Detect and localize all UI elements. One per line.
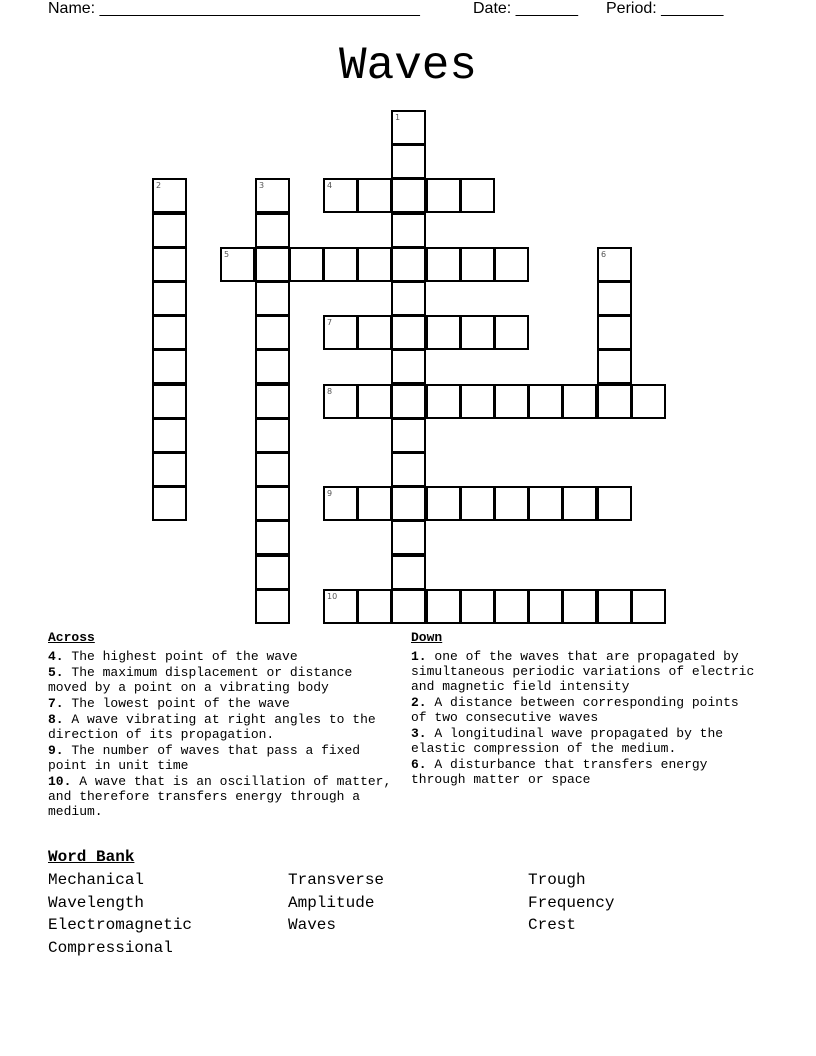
crossword-cell[interactable] xyxy=(255,315,290,350)
clue-number: 6. xyxy=(411,757,427,772)
crossword-cell[interactable] xyxy=(152,349,187,384)
crossword-cell[interactable] xyxy=(597,486,632,521)
crossword-cell[interactable] xyxy=(460,178,495,213)
crossword-cell[interactable] xyxy=(255,281,290,316)
clue-text: The maximum displacement or distance moved by a point on a vibrating body xyxy=(48,665,353,695)
clue-number-label: 9 xyxy=(327,489,333,498)
crossword-cell[interactable] xyxy=(494,589,529,624)
crossword-cell[interactable] xyxy=(426,486,461,521)
crossword-cell[interactable] xyxy=(357,247,392,282)
crossword-cell[interactable] xyxy=(152,486,187,521)
word-bank-word: Trough xyxy=(528,871,586,889)
crossword-cell[interactable] xyxy=(323,486,358,521)
down-clue-6 xyxy=(411,757,761,787)
crossword-cell[interactable] xyxy=(255,178,290,213)
crossword-cell[interactable] xyxy=(494,247,529,282)
word-bank-column-3 xyxy=(528,869,614,937)
crossword-cell[interactable] xyxy=(426,315,461,350)
clue-number: 7. xyxy=(48,696,64,711)
across-heading: Across xyxy=(48,630,95,645)
crossword-cell[interactable] xyxy=(391,178,426,213)
clue-text: one of the waves that are propagated by simultaneous periodic variations of electric and magnetic field intensity xyxy=(411,649,755,694)
clue-text: The highest point of the wave xyxy=(71,649,298,664)
across-clue-4 xyxy=(48,649,398,664)
crossword-cell[interactable] xyxy=(255,589,290,624)
word-bank-word: Waves xyxy=(288,916,337,935)
across-clue-9 xyxy=(48,743,398,773)
down-heading: Down xyxy=(411,630,443,645)
clue-number-label: 10 xyxy=(327,592,338,601)
crossword-cell[interactable] xyxy=(357,589,392,624)
word-bank-word: Electromagnetic xyxy=(48,916,193,935)
crossword-cell[interactable] xyxy=(152,178,187,213)
clue-number: 8. xyxy=(48,712,64,727)
crossword-cell[interactable] xyxy=(391,418,426,453)
across-clues xyxy=(48,630,398,820)
word-bank-word: Transverse xyxy=(288,871,385,889)
down-clue-3 xyxy=(411,726,761,756)
crossword-cell[interactable] xyxy=(357,315,392,350)
crossword-cell[interactable] xyxy=(494,486,529,521)
word-bank-word: Wavelength xyxy=(48,893,145,912)
clue-number-label: 5 xyxy=(224,250,230,259)
crossword-cell[interactable] xyxy=(426,247,461,282)
clue-number: 3. xyxy=(411,726,427,741)
word-bank-column-1 xyxy=(48,869,192,960)
crossword-cell[interactable] xyxy=(597,247,632,282)
crossword-cell[interactable] xyxy=(460,247,495,282)
crossword-cell[interactable] xyxy=(323,178,358,213)
crossword-cell[interactable] xyxy=(255,555,290,590)
crossword-cell[interactable] xyxy=(426,384,461,419)
period-field[interactable]: Period: _______ xyxy=(606,0,724,17)
crossword-cell[interactable] xyxy=(391,555,426,590)
crossword-cell[interactable] xyxy=(460,486,495,521)
clue-number-label: 2 xyxy=(156,181,162,190)
crossword-cell[interactable] xyxy=(323,247,358,282)
crossword-cell[interactable] xyxy=(391,213,426,248)
crossword-cell[interactable] xyxy=(152,213,187,248)
across-clue-5 xyxy=(48,665,398,695)
down-clues xyxy=(411,630,761,788)
crossword-cell[interactable] xyxy=(597,281,632,316)
clue-number: 5. xyxy=(48,665,64,680)
crossword-cell[interactable] xyxy=(494,315,529,350)
clue-number-label: 7 xyxy=(327,318,333,327)
word-bank-word: Compressional xyxy=(48,939,173,958)
crossword-cell[interactable] xyxy=(255,520,290,555)
crossword-cell[interactable] xyxy=(152,452,187,487)
crossword-cell[interactable] xyxy=(391,110,426,145)
crossword-cell[interactable] xyxy=(597,349,632,384)
crossword-cell[interactable] xyxy=(460,589,495,624)
clue-number: 10. xyxy=(48,774,72,789)
clue-text: A wave that is an oscillation of matter, and therefore transfers energy through a medium. xyxy=(48,774,392,819)
crossword-cell[interactable] xyxy=(391,384,426,419)
clue-number-label: 8 xyxy=(327,387,333,396)
crossword-cell[interactable] xyxy=(597,384,632,419)
crossword-cell[interactable] xyxy=(597,589,632,624)
crossword-cell[interactable] xyxy=(460,315,495,350)
word-bank-column-2 xyxy=(288,869,384,937)
word-bank-word: Crest xyxy=(528,916,577,935)
puzzle-title: Waves xyxy=(338,40,478,92)
clue-number-label: 3 xyxy=(259,181,265,190)
across-clue-7 xyxy=(48,696,398,711)
crossword-cell[interactable] xyxy=(323,384,358,419)
crossword-cell[interactable] xyxy=(357,486,392,521)
down-clue-1 xyxy=(411,649,761,694)
crossword-cell[interactable] xyxy=(562,384,597,419)
crossword-cell[interactable] xyxy=(391,315,426,350)
crossword-cell[interactable] xyxy=(391,486,426,521)
crossword-cell[interactable] xyxy=(562,589,597,624)
crossword-cell[interactable] xyxy=(152,281,187,316)
word-bank-title: Word Bank xyxy=(48,848,135,866)
clue-text: The number of waves that pass a fixed point in unit time xyxy=(48,743,361,773)
clue-number: 1. xyxy=(411,649,427,664)
crossword-cell[interactable] xyxy=(323,315,358,350)
clue-number-label: 1 xyxy=(395,113,401,122)
clue-number: 2. xyxy=(411,695,427,710)
crossword-cell[interactable] xyxy=(528,384,563,419)
clue-text: A longitudinal wave propagated by the elastic compression of the medium. xyxy=(411,726,724,756)
across-clue-10 xyxy=(48,774,398,819)
crossword-cell[interactable] xyxy=(323,589,358,624)
clue-number-label: 4 xyxy=(327,181,333,190)
crossword-cell[interactable] xyxy=(255,213,290,248)
crossword-cell[interactable] xyxy=(494,384,529,419)
crossword-cell[interactable] xyxy=(528,486,563,521)
crossword-cell[interactable] xyxy=(152,418,187,453)
crossword-cell[interactable] xyxy=(289,247,324,282)
word-bank-word: Frequency xyxy=(528,893,615,912)
crossword-cell[interactable] xyxy=(255,486,290,521)
crossword-cell[interactable] xyxy=(152,384,187,419)
crossword-cell[interactable] xyxy=(255,384,290,419)
crossword-cell[interactable] xyxy=(255,418,290,453)
crossword-cell[interactable] xyxy=(391,520,426,555)
crossword-cell[interactable] xyxy=(426,178,461,213)
crossword-cell[interactable] xyxy=(255,247,290,282)
crossword-cell[interactable] xyxy=(220,247,255,282)
crossword-cell[interactable] xyxy=(255,452,290,487)
crossword-cell[interactable] xyxy=(460,384,495,419)
crossword-cell[interactable] xyxy=(391,452,426,487)
crossword-cell[interactable] xyxy=(391,247,426,282)
across-clue-8 xyxy=(48,712,398,742)
crossword-cell[interactable] xyxy=(528,589,563,624)
clue-number-label: 6 xyxy=(601,250,607,259)
crossword-cell[interactable] xyxy=(391,144,426,179)
clue-text: A wave vibrating at right angles to the direction of its propagation. xyxy=(48,712,376,742)
crossword-cell[interactable] xyxy=(391,589,426,624)
clue-text: A disturbance that transfers energy through matter or space xyxy=(411,757,708,787)
word-bank-word: Amplitude xyxy=(288,893,375,912)
clue-text: The lowest point of the wave xyxy=(71,696,290,711)
crossword-cell[interactable] xyxy=(152,315,187,350)
name-field[interactable]: Name: ____________________________________ xyxy=(48,0,420,17)
crossword-cell[interactable] xyxy=(357,178,392,213)
crossword-cell[interactable] xyxy=(152,247,187,282)
word-bank-word: Mechanical xyxy=(48,871,145,889)
down-clue-2 xyxy=(411,695,761,725)
clue-number: 9. xyxy=(48,743,64,758)
date-field[interactable]: Date: _______ xyxy=(473,0,578,17)
crossword-cell[interactable] xyxy=(255,349,290,384)
crossword-cell[interactable] xyxy=(426,589,461,624)
crossword-cell[interactable] xyxy=(357,384,392,419)
crossword-cell[interactable] xyxy=(391,281,426,316)
crossword-cell[interactable] xyxy=(597,315,632,350)
crossword-cell[interactable] xyxy=(391,349,426,384)
crossword-cell[interactable] xyxy=(562,486,597,521)
clue-number: 4. xyxy=(48,649,64,664)
clue-text: A distance between corresponding points of two consecutive waves xyxy=(411,695,739,725)
crossword-cell[interactable] xyxy=(631,589,666,624)
crossword-cell[interactable] xyxy=(631,384,666,419)
